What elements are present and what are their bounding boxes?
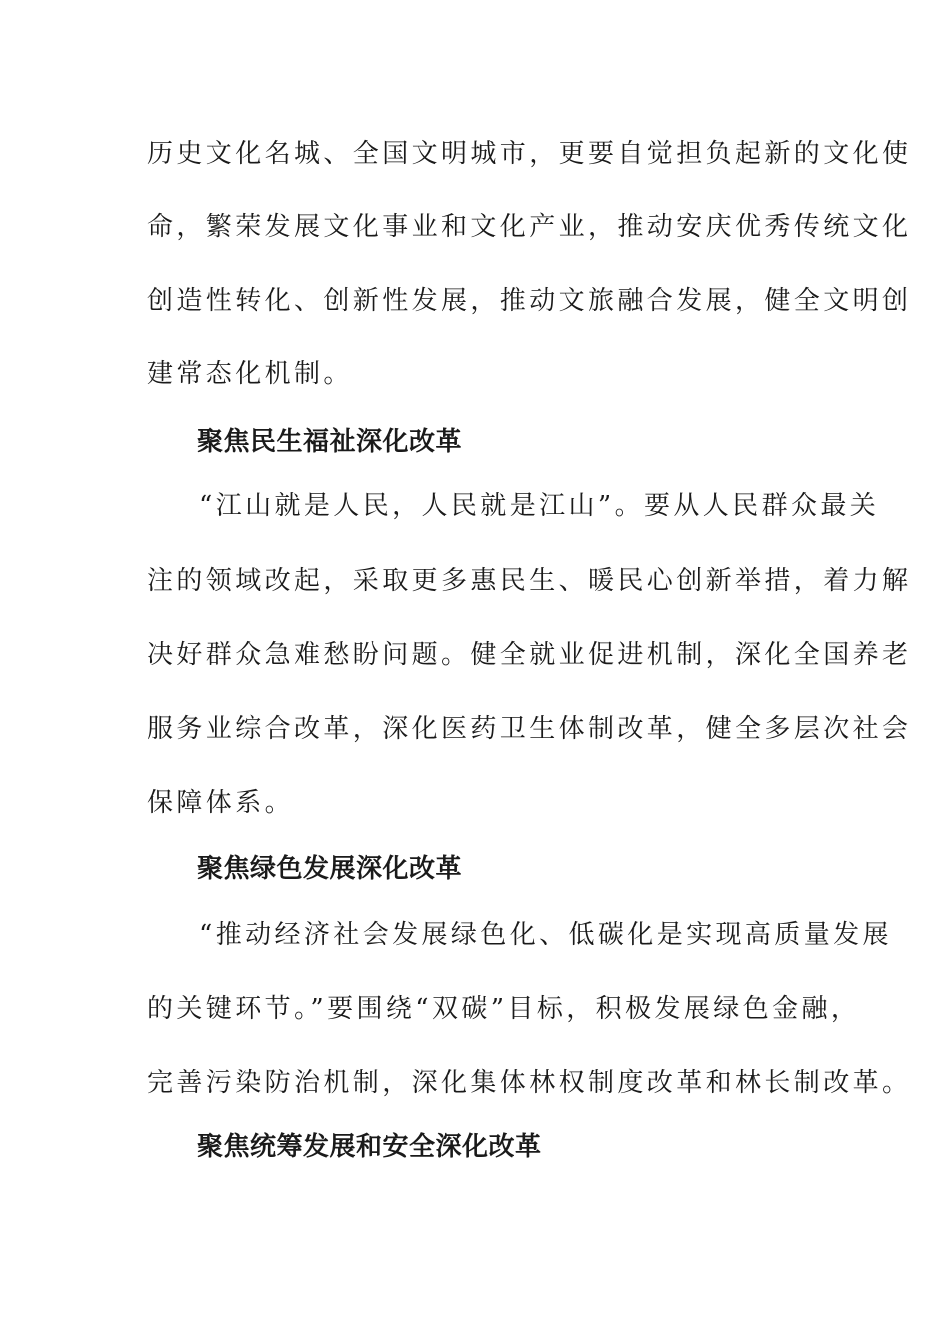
paragraph-line: 保障体系。	[147, 788, 295, 818]
paragraph-line: “江山就是人民，人民就是江山”。要从人民群众最关	[199, 491, 880, 521]
paragraph-line: 命，繁荣发展文化事业和文化产业，推动安庆优秀传统文化	[147, 212, 912, 242]
paragraph-line: 建常态化机制。	[147, 359, 353, 389]
paragraph-line: 历史文化名城、全国文明城市，更要自觉担负起新的文化使	[147, 139, 912, 169]
paragraph-line: 的关键环节。”要围绕“双碳”目标，积极发展绿色金融，	[147, 994, 861, 1024]
paragraph-line: 服务业综合改革，深化医药卫生体制改革，健全多层次社会	[147, 714, 912, 744]
paragraph-line: 决好群众急难愁盼问题。健全就业促进机制，深化全国养老	[147, 640, 912, 670]
paragraph-line: “推动经济社会发展绿色化、低碳化是实现高质量发展	[199, 920, 892, 950]
section-heading: 聚焦绿色发展深化改革	[197, 854, 463, 884]
paragraph-line: 注的领域改起，采取更多惠民生、暖民心创新举措，着力解	[147, 566, 912, 596]
section-heading: 聚焦统筹发展和安全深化改革	[197, 1132, 542, 1162]
paragraph-line: 完善污染防治机制，深化集体林权制度改革和林长制改革。	[147, 1068, 912, 1098]
paragraph-line: 创造性转化、创新性发展，推动文旅融合发展，健全文明创	[147, 286, 912, 316]
section-heading: 聚焦民生福祉深化改革	[197, 427, 463, 457]
